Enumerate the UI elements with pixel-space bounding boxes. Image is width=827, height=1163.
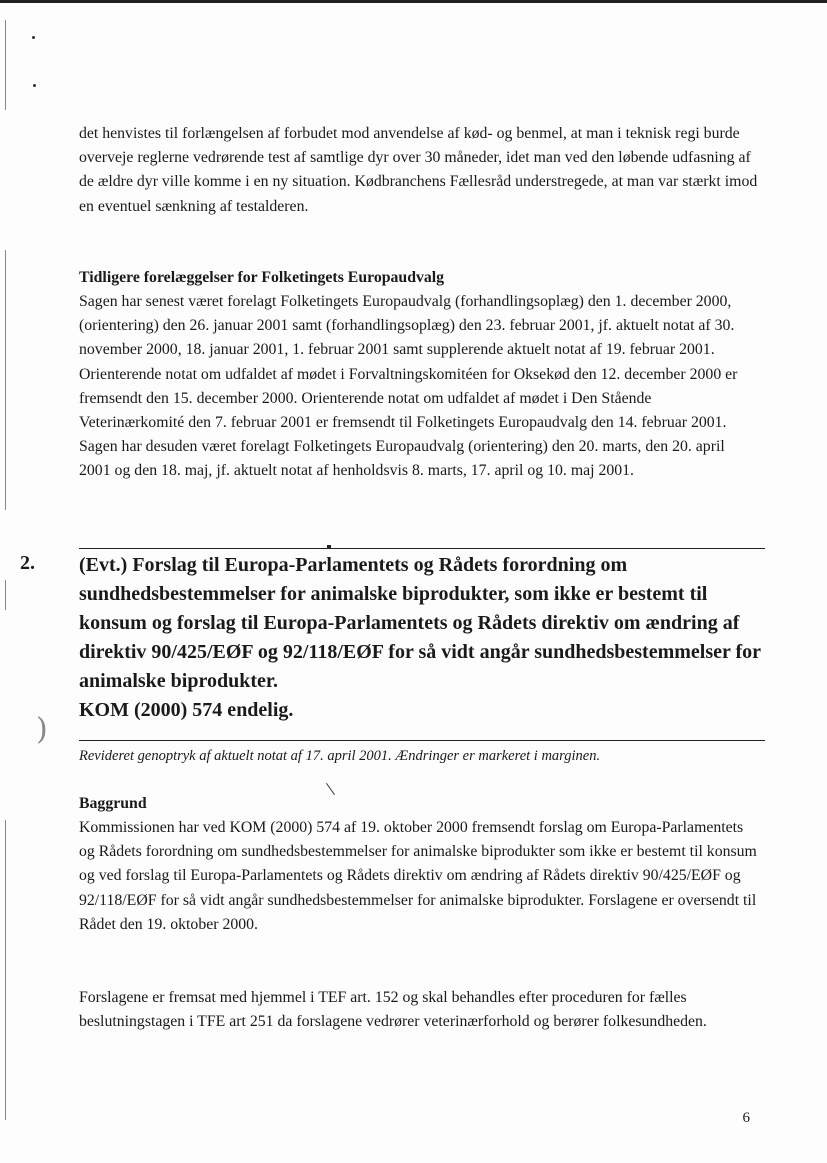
margin-change-line bbox=[5, 580, 6, 610]
revised-note: Revideret genoptryk af aktuelt notat af 17. april 2001. Ændringer er markeret i marginen. bbox=[79, 748, 601, 764]
background-heading: Baggrund bbox=[79, 795, 147, 812]
background-paragraph-2: Forslagene er fremsat med hjemmel i TEF art. 152 og skal behandles efter proceduren for fælles beslutningstagen i TFE art 251 da forslagene vedrører veterinærforhold og berører folkesundheden. bbox=[79, 989, 707, 1031]
scan-speck bbox=[33, 84, 36, 87]
section-reference: KOM (2000) 574 endelig. bbox=[79, 699, 294, 721]
section-title-block bbox=[79, 551, 763, 725]
section-bottom-rule bbox=[79, 740, 765, 741]
section-title: (Evt.) Forslag til Europa-Parlamentets og Rådets forordning om sundhedsbestemmelser for animalske biprodukter, som ikke er bestemt til konsum og forslag til Europa-Parlamentets og Rådets direktiv om ændring af direktiv 90/425/EØF og 92/118/EØF for så vidt angår sundhedsbestemmelser for animalske biprodukter. bbox=[79, 554, 761, 692]
background-paragraph-1: Kommissionen har ved KOM (2000) 574 af 19. oktober 2000 fremsendt forslag om Europa-Parlamentets og Rådets forordning om sundhedsbestemmelser for animalske biprodukter som ikke er bestemt til konsum og ved forslag til Europa-Parlamentets og Rådets direktiv om ændring af Rådets direktiv 90/425/EØF og 92/118/EØF for så vidt angår sundhedsbestemmelser for animalske biprodukter. Forslagene er oversendt til Rådet den 19. oktober 2000. bbox=[79, 819, 757, 933]
section-number: 2. bbox=[20, 552, 35, 574]
intro-paragraph: det henvistes til forlængelsen af forbudet mod anvendelse af kød- og benmel, at man i teknisk regi burde overveje reglerne vedrørende test af samtlige dyr over 30 måneder, idet man ved den løbende udfasning af de ældre dyr ville komme i en ny situation. Kødbranchens Fællesråd understregede, at man var stærkt imod en eventuel sænkning af testalderen. bbox=[79, 125, 758, 215]
previous-submissions-paragraph: Sagen har senest været forelagt Folketingets Europaudvalg (forhandlingsoplæg) den 1. december 2000, (orientering) den 26. januar 2001 samt (forhandlingsoplæg) den 23. februar 2001, jf. aktuelt notat af 30. november 2000, 18. januar 2001, 1. februar 2001 samt supplerende aktuelt notat af 19. februar 2001. Orienterende notat om udfaldet af mødet i Forvaltningskomitéen for Oksekød den 12. december 2000 er fremsendt den 15. december 2000. Orienterende notat om udfaldet af mødet i Den Stående Veterinærkomité den 7. februar 2001 er fremsendt til Folketingets Europaudvalg den 14. februar 2001. Sagen har desuden været forelagt Folketingets Europaudvalg (orientering) den 20. marts, den 20. april 2001 og den 18. maj, jf. aktuelt notat af henholdsvis 8. marts, 17. april og 10. maj 2001. bbox=[79, 293, 738, 480]
scan-speck bbox=[32, 36, 35, 39]
margin-mark: ) bbox=[36, 712, 48, 747]
margin-change-line bbox=[5, 20, 6, 110]
margin-change-line bbox=[5, 250, 6, 510]
margin-tick bbox=[326, 783, 335, 795]
section-top-rule bbox=[79, 548, 765, 549]
top-border bbox=[0, 0, 827, 3]
margin-change-line bbox=[5, 820, 6, 1120]
rule-mark bbox=[327, 545, 331, 549]
page-number: 6 bbox=[742, 1110, 750, 1126]
previous-submissions-heading: Tidligere forelæggelser for Folketingets Europaudvalg bbox=[79, 269, 445, 286]
